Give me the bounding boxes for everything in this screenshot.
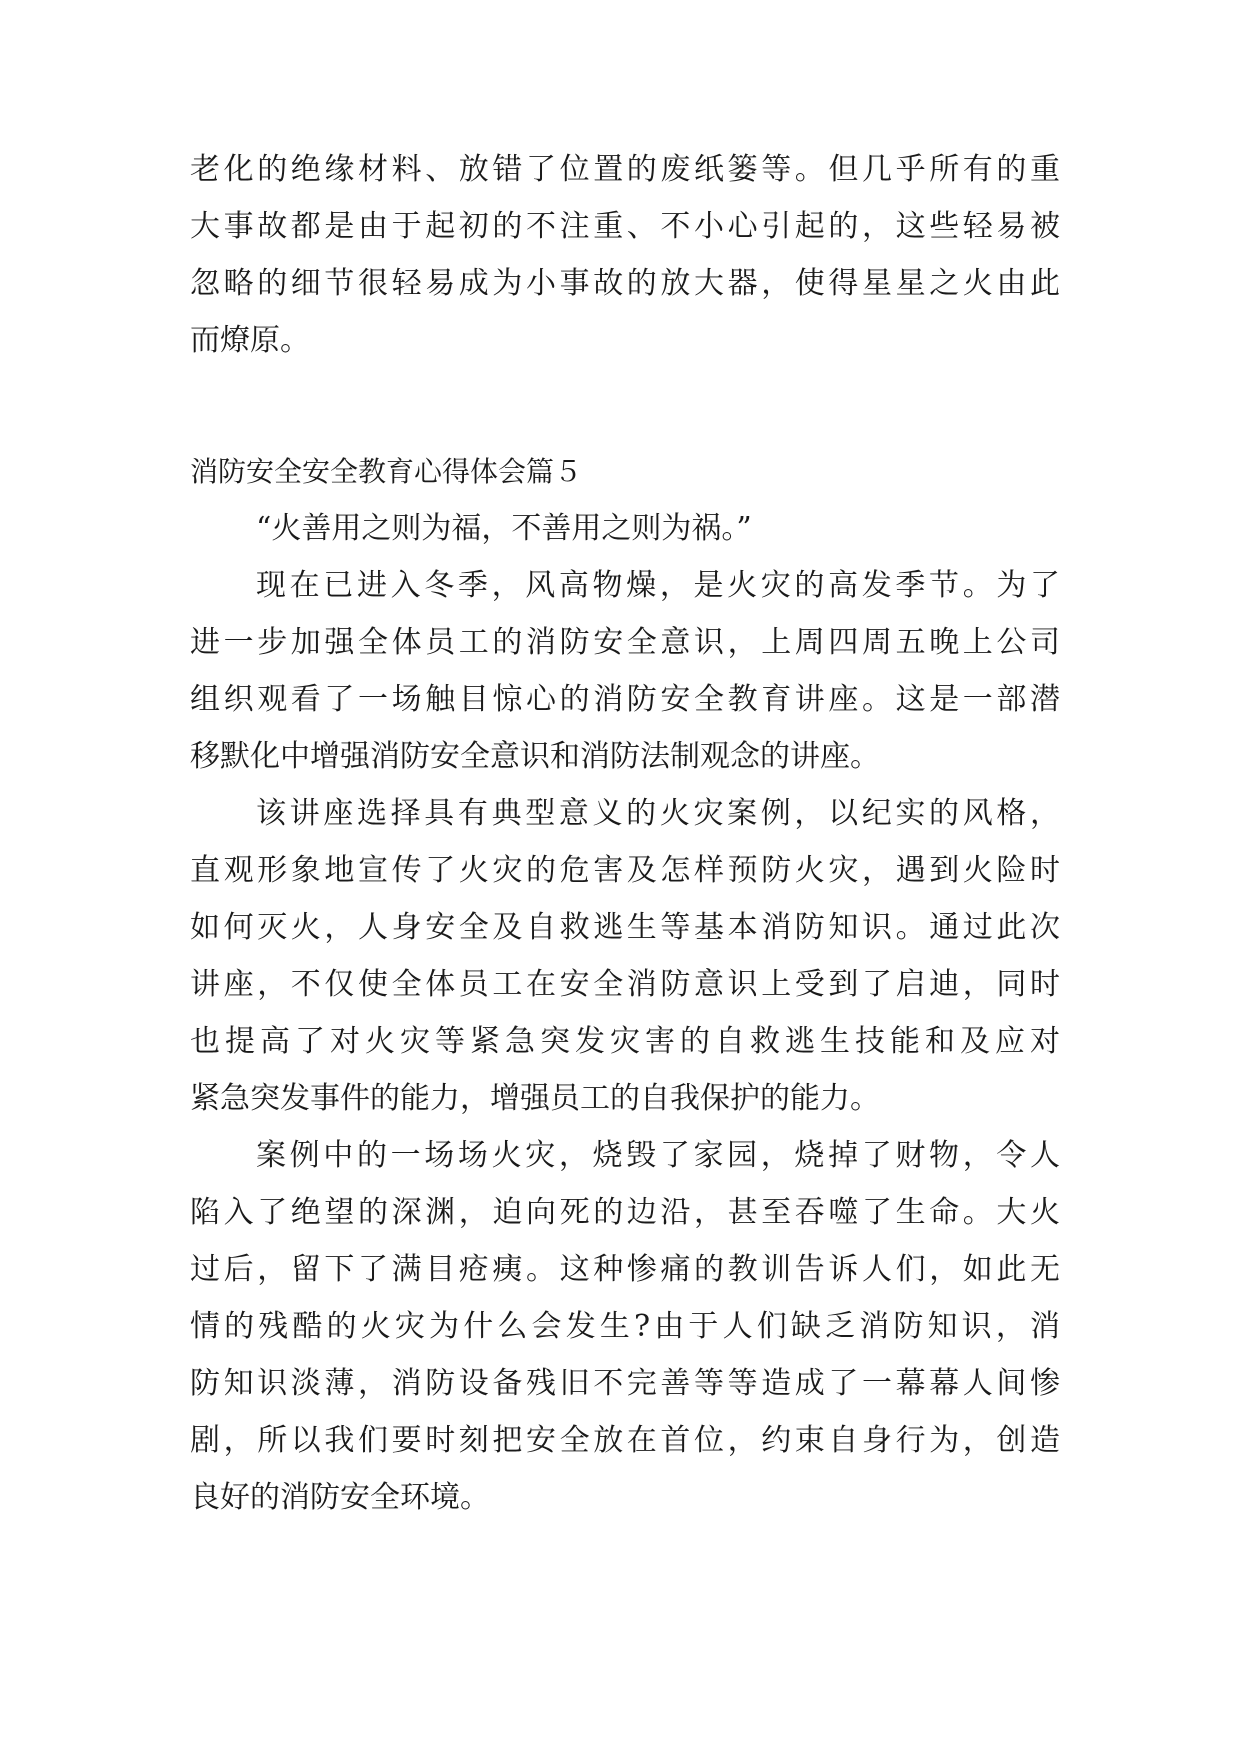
para1-line-1: 现在已进入冬季，风高物燥，是火灾的高发季节。为了 [256,568,1060,603]
para3-line-2: 陷入了绝望的深渊，迫向死的边沿，甚至吞噬了生命。大火 [190,1195,1060,1230]
para2-line-3: 如何灭火，人身安全及自救逃生等基本消防知识。通过此次 [190,910,1060,945]
para1-line-3: 组织观看了一场触目惊心的消防安全教育讲座。这是一部潜 [190,682,1060,717]
para1-line-4: 移默化中增强消防安全意识和消防法制观念的讲座。 [190,739,880,774]
intro-line-2: 大事故都是由于起初的不注重、不小心引起的，这些轻易被 [190,209,1060,244]
para2-line-2: 直观形象地宣传了火灾的危害及怎样预防火灾，遇到火险时 [190,853,1060,888]
quote-line: “火善用之则为福，不善用之则为祸。” [256,511,752,546]
para1-line-2: 进一步加强全体员工的消防安全意识，上周四周五晚上公司 [190,625,1060,660]
intro-line-1: 老化的绝缘材料、放错了位置的废纸篓等。但几乎所有的重 [190,152,1060,187]
para3-line-6: 剧，所以我们要时刻把安全放在首位，约束自身行为，创造 [190,1423,1060,1458]
para3-line-5: 防知识淡薄，消防设备残旧不完善等等造成了一幕幕人间惨 [190,1366,1060,1401]
para3-line-3: 过后，留下了满目疮痍。这种惨痛的教训告诉人们，如此无 [190,1252,1060,1287]
para3-line-7: 良好的消防安全环境。 [190,1480,490,1515]
para2-line-5: 也提高了对火灾等紧急突发灾害的自救逃生技能和及应对 [190,1024,1060,1059]
section-title: 消防安全安全教育心得体会篇５ [190,455,583,488]
para2-line-4: 讲座，不仅使全体员工在安全消防意识上受到了启迪，同时 [190,967,1060,1002]
para3-line-4: 情的残酷的火灾为什么会发生?由于人们缺乏消防知识，消 [190,1309,1060,1344]
para2-line-6: 紧急突发事件的能力，增强员工的自我保护的能力。 [190,1081,880,1116]
intro-line-4: 而燎原。 [190,323,310,358]
intro-line-3: 忽略的细节很轻易成为小事故的放大器，使得星星之火由此 [190,266,1060,301]
para3-line-1: 案例中的一场场火灾，烧毁了家园，烧掉了财物，令人 [256,1138,1060,1173]
para2-line-1: 该讲座选择具有典型意义的火灾案例，以纪实的风格， [256,796,1060,831]
